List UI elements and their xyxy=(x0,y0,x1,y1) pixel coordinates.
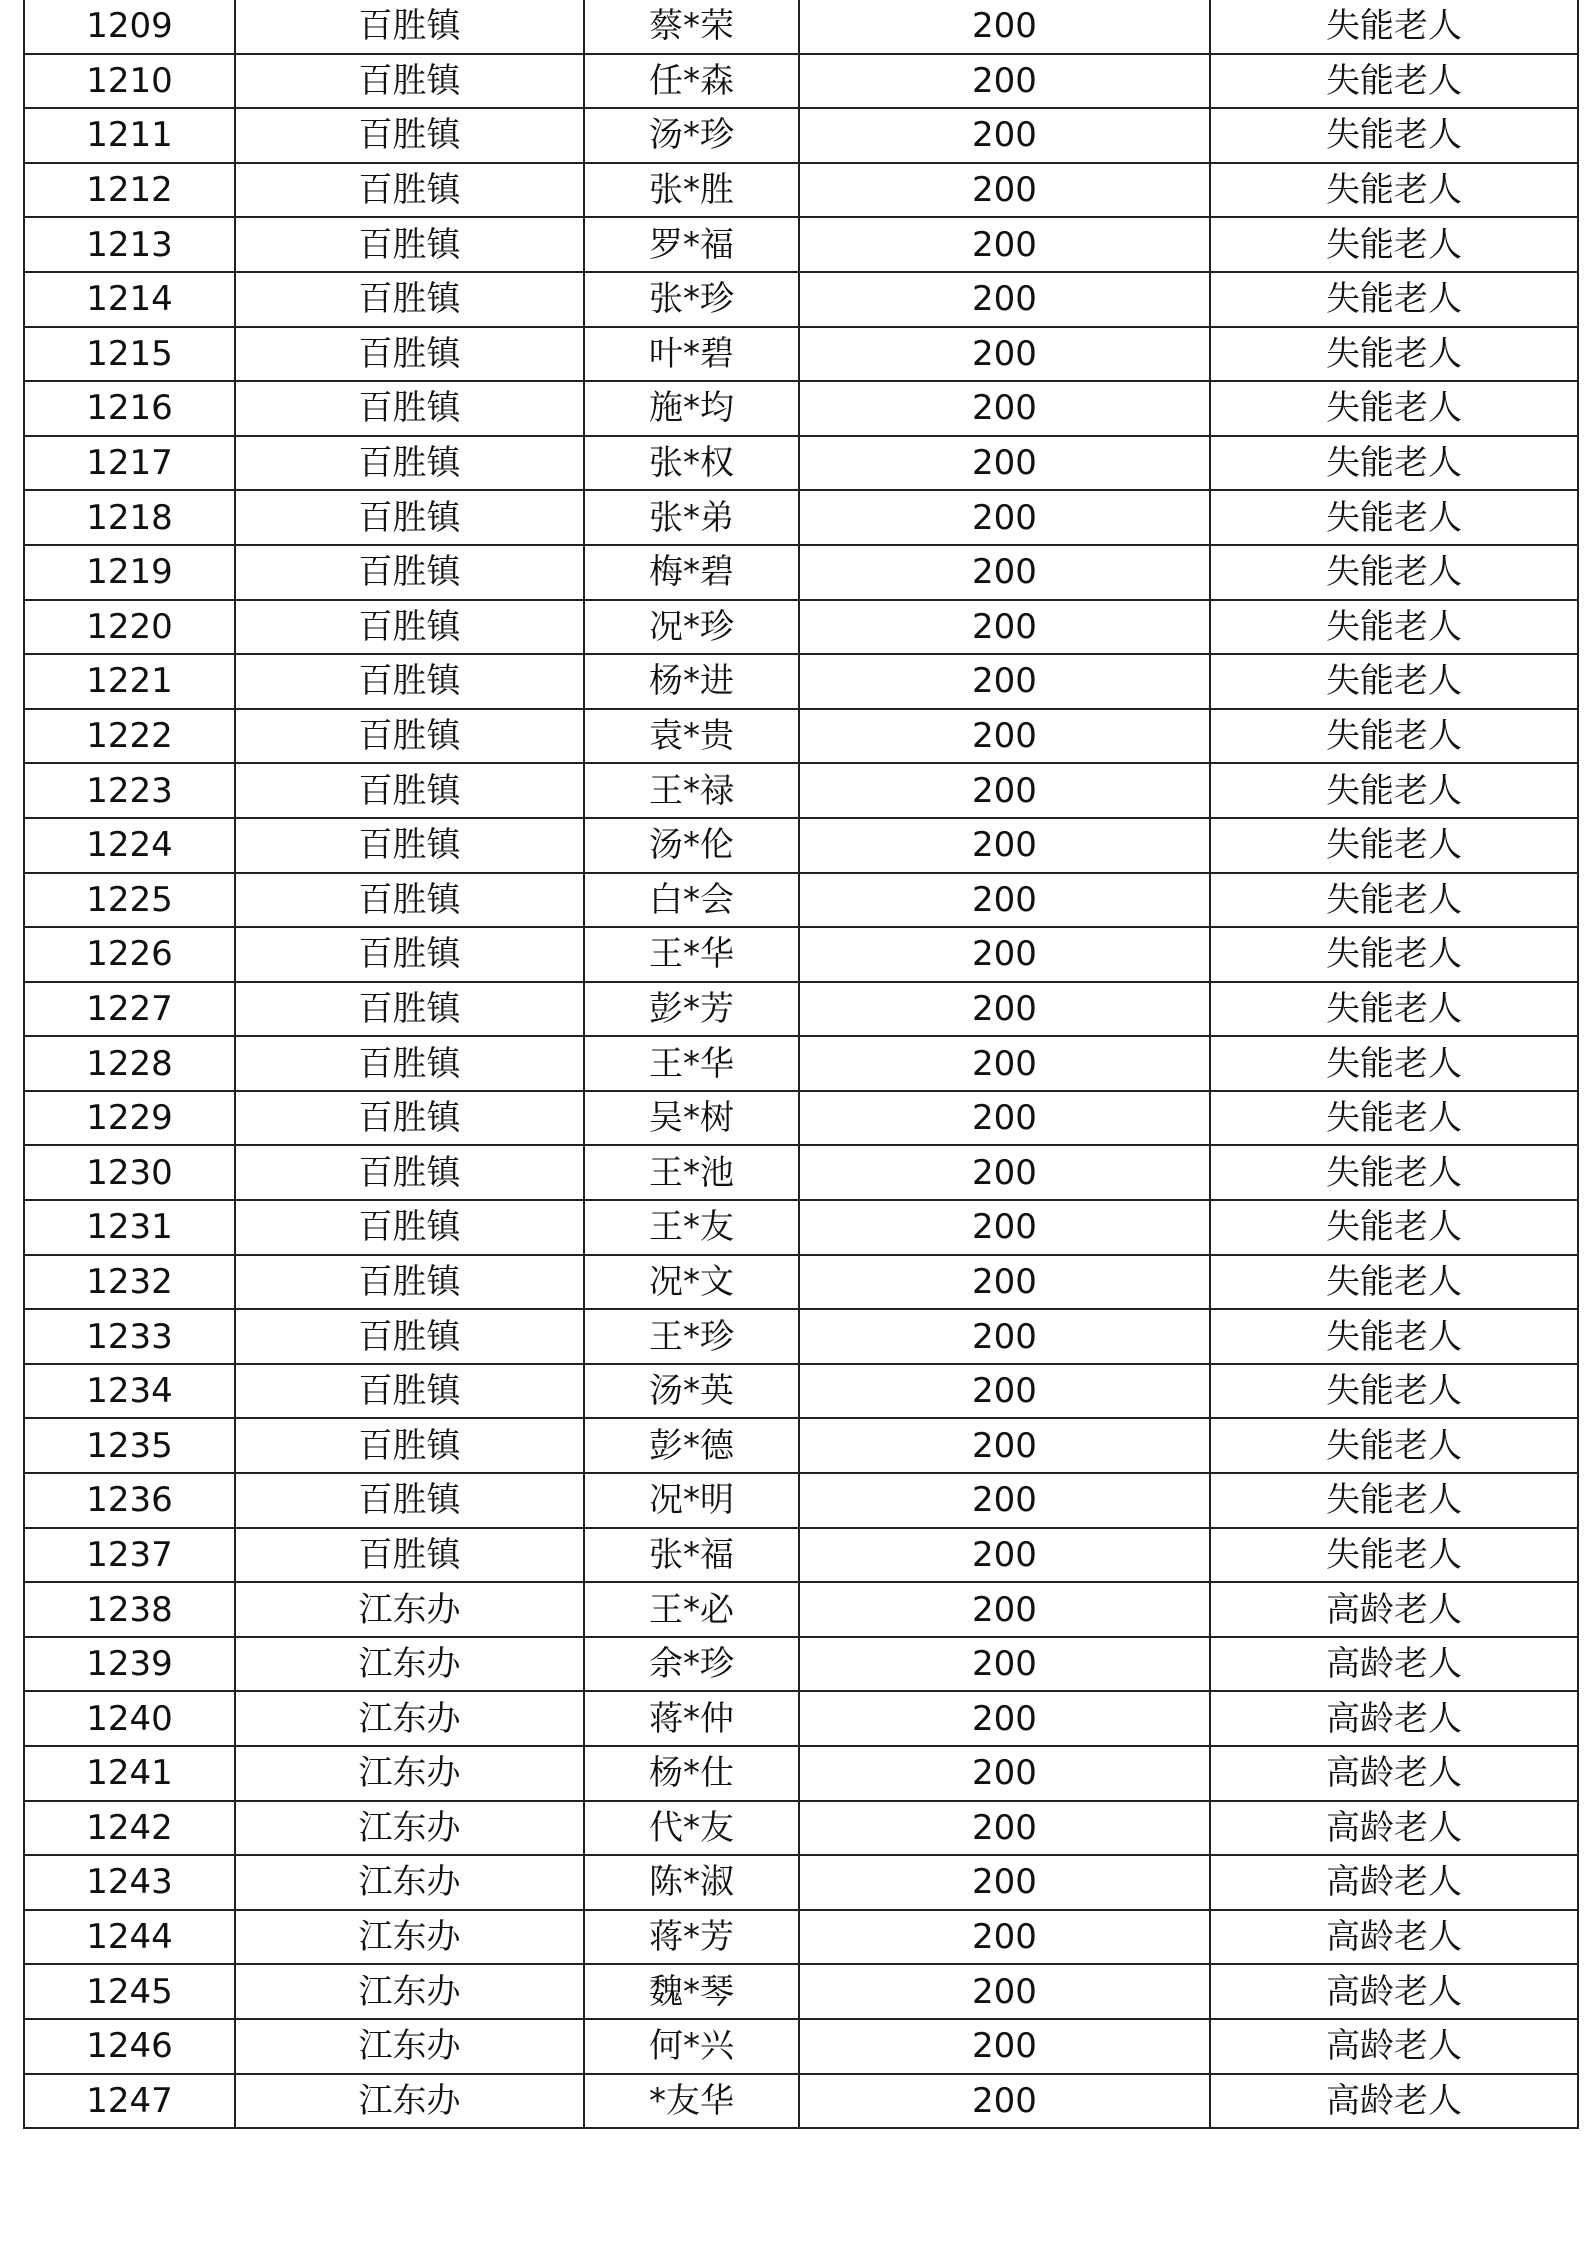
table-row xyxy=(24,381,1578,436)
table-row xyxy=(24,1091,1578,1146)
cell-amount: 200 xyxy=(799,1582,1210,1637)
cell-amount: 200 xyxy=(799,327,1210,382)
cell-town: 百胜镇 xyxy=(235,272,584,327)
cell-town: 百胜镇 xyxy=(235,327,584,382)
cell-amount: 200 xyxy=(799,1964,1210,2019)
cell-amount: 200 xyxy=(799,1200,1210,1255)
table-row xyxy=(24,982,1578,1037)
table-row xyxy=(24,163,1578,218)
cell-amount: 200 xyxy=(799,709,1210,764)
cell-name: 余*珍 xyxy=(584,1637,799,1692)
cell-serial-number: 1209 xyxy=(24,0,235,54)
cell-name: 况*明 xyxy=(584,1473,799,1528)
cell-town: 江东办 xyxy=(235,1746,584,1801)
cell-name: 张*福 xyxy=(584,1528,799,1583)
cell-town: 百胜镇 xyxy=(235,818,584,873)
cell-serial-number: 1222 xyxy=(24,709,235,764)
cell-amount: 200 xyxy=(799,873,1210,928)
cell-name: 杨*仕 xyxy=(584,1746,799,1801)
cell-name: 张*弟 xyxy=(584,490,799,545)
cell-name: 张*胜 xyxy=(584,163,799,218)
cell-town: 江东办 xyxy=(235,2019,584,2074)
table-row xyxy=(24,327,1578,382)
cell-serial-number: 1223 xyxy=(24,763,235,818)
table-row xyxy=(24,1364,1578,1419)
cell-amount: 200 xyxy=(799,1309,1210,1364)
cell-town: 百胜镇 xyxy=(235,982,584,1037)
table-row xyxy=(24,1255,1578,1310)
cell-category: 失能老人 xyxy=(1210,818,1578,873)
cell-amount: 200 xyxy=(799,1910,1210,1965)
table-row xyxy=(24,1528,1578,1583)
cell-category: 失能老人 xyxy=(1210,1418,1578,1473)
cell-town: 江东办 xyxy=(235,1691,584,1746)
cell-town: 百胜镇 xyxy=(235,1473,584,1528)
cell-category: 失能老人 xyxy=(1210,982,1578,1037)
cell-category: 失能老人 xyxy=(1210,54,1578,109)
cell-category: 失能老人 xyxy=(1210,545,1578,600)
cell-town: 百胜镇 xyxy=(235,545,584,600)
cell-serial-number: 1212 xyxy=(24,163,235,218)
cell-category: 失能老人 xyxy=(1210,927,1578,982)
cell-name: *友华 xyxy=(584,2074,799,2129)
cell-name: 张*权 xyxy=(584,436,799,491)
cell-name: 彭*芳 xyxy=(584,982,799,1037)
cell-amount: 200 xyxy=(799,490,1210,545)
cell-amount: 200 xyxy=(799,927,1210,982)
cell-town: 百胜镇 xyxy=(235,1255,584,1310)
cell-category: 高龄老人 xyxy=(1210,2019,1578,2074)
cell-town: 百胜镇 xyxy=(235,1364,584,1419)
cell-serial-number: 1220 xyxy=(24,600,235,655)
cell-serial-number: 1225 xyxy=(24,873,235,928)
cell-name: 袁*贵 xyxy=(584,709,799,764)
cell-town: 百胜镇 xyxy=(235,709,584,764)
cell-name: 汤*英 xyxy=(584,1364,799,1419)
cell-category: 高龄老人 xyxy=(1210,2074,1578,2129)
cell-town: 江东办 xyxy=(235,1855,584,1910)
cell-amount: 200 xyxy=(799,763,1210,818)
cell-serial-number: 1219 xyxy=(24,545,235,600)
cell-serial-number: 1239 xyxy=(24,1637,235,1692)
table-row xyxy=(24,1801,1578,1856)
cell-name: 杨*进 xyxy=(584,654,799,709)
cell-amount: 200 xyxy=(799,818,1210,873)
cell-town: 百胜镇 xyxy=(235,1145,584,1200)
cell-serial-number: 1233 xyxy=(24,1309,235,1364)
cell-serial-number: 1229 xyxy=(24,1091,235,1146)
cell-amount: 200 xyxy=(799,2074,1210,2129)
cell-town: 百胜镇 xyxy=(235,600,584,655)
cell-serial-number: 1238 xyxy=(24,1582,235,1637)
cell-category: 高龄老人 xyxy=(1210,1855,1578,1910)
table-row xyxy=(24,1473,1578,1528)
table-row xyxy=(24,1582,1578,1637)
cell-category: 高龄老人 xyxy=(1210,1910,1578,1965)
cell-town: 江东办 xyxy=(235,1582,584,1637)
cell-town: 百胜镇 xyxy=(235,217,584,272)
table-row xyxy=(24,709,1578,764)
cell-name: 代*友 xyxy=(584,1801,799,1856)
cell-name: 王*禄 xyxy=(584,763,799,818)
table-row xyxy=(24,1200,1578,1255)
cell-category: 高龄老人 xyxy=(1210,1637,1578,1692)
table-row xyxy=(24,1746,1578,1801)
cell-amount: 200 xyxy=(799,381,1210,436)
cell-town: 百胜镇 xyxy=(235,1036,584,1091)
cell-amount: 200 xyxy=(799,0,1210,54)
cell-name: 况*文 xyxy=(584,1255,799,1310)
cell-serial-number: 1213 xyxy=(24,217,235,272)
cell-name: 吴*树 xyxy=(584,1091,799,1146)
cell-category: 失能老人 xyxy=(1210,763,1578,818)
cell-town: 百胜镇 xyxy=(235,381,584,436)
cell-serial-number: 1237 xyxy=(24,1528,235,1583)
table-row xyxy=(24,600,1578,655)
table-row xyxy=(24,763,1578,818)
table-row xyxy=(24,818,1578,873)
table-row xyxy=(24,927,1578,982)
cell-name: 何*兴 xyxy=(584,2019,799,2074)
cell-town: 百胜镇 xyxy=(235,927,584,982)
table-row xyxy=(24,1691,1578,1746)
table-row xyxy=(24,1855,1578,1910)
cell-town: 百胜镇 xyxy=(235,108,584,163)
cell-town: 百胜镇 xyxy=(235,1528,584,1583)
table-row xyxy=(24,490,1578,545)
table-row xyxy=(24,2074,1578,2129)
cell-category: 失能老人 xyxy=(1210,1473,1578,1528)
cell-amount: 200 xyxy=(799,2019,1210,2074)
cell-amount: 200 xyxy=(799,163,1210,218)
cell-category: 失能老人 xyxy=(1210,272,1578,327)
cell-serial-number: 1228 xyxy=(24,1036,235,1091)
cell-category: 失能老人 xyxy=(1210,1255,1578,1310)
cell-category: 高龄老人 xyxy=(1210,1801,1578,1856)
cell-category: 失能老人 xyxy=(1210,1528,1578,1583)
cell-category: 失能老人 xyxy=(1210,163,1578,218)
cell-serial-number: 1221 xyxy=(24,654,235,709)
table-row xyxy=(24,2019,1578,2074)
cell-amount: 200 xyxy=(799,1255,1210,1310)
cell-serial-number: 1243 xyxy=(24,1855,235,1910)
cell-amount: 200 xyxy=(799,217,1210,272)
cell-serial-number: 1234 xyxy=(24,1364,235,1419)
cell-serial-number: 1224 xyxy=(24,818,235,873)
cell-name: 王*珍 xyxy=(584,1309,799,1364)
cell-name: 魏*琴 xyxy=(584,1964,799,2019)
cell-category: 失能老人 xyxy=(1210,873,1578,928)
cell-serial-number: 1242 xyxy=(24,1801,235,1856)
cell-name: 蒋*仲 xyxy=(584,1691,799,1746)
cell-name: 蒋*芳 xyxy=(584,1910,799,1965)
cell-category: 失能老人 xyxy=(1210,0,1578,54)
data-table xyxy=(23,0,1579,2129)
cell-serial-number: 1247 xyxy=(24,2074,235,2129)
cell-name: 陈*淑 xyxy=(584,1855,799,1910)
table-row xyxy=(24,545,1578,600)
cell-category: 高龄老人 xyxy=(1210,1582,1578,1637)
table-row xyxy=(24,1910,1578,1965)
cell-serial-number: 1244 xyxy=(24,1910,235,1965)
table-row xyxy=(24,873,1578,928)
cell-serial-number: 1210 xyxy=(24,54,235,109)
cell-category: 失能老人 xyxy=(1210,381,1578,436)
cell-category: 失能老人 xyxy=(1210,600,1578,655)
cell-town: 百胜镇 xyxy=(235,1418,584,1473)
cell-amount: 200 xyxy=(799,1746,1210,1801)
cell-amount: 200 xyxy=(799,654,1210,709)
cell-town: 百胜镇 xyxy=(235,54,584,109)
cell-amount: 200 xyxy=(799,436,1210,491)
cell-town: 江东办 xyxy=(235,2074,584,2129)
cell-serial-number: 1241 xyxy=(24,1746,235,1801)
cell-town: 江东办 xyxy=(235,1801,584,1856)
cell-category: 失能老人 xyxy=(1210,1364,1578,1419)
cell-name: 叶*碧 xyxy=(584,327,799,382)
cell-town: 百胜镇 xyxy=(235,1091,584,1146)
cell-amount: 200 xyxy=(799,1145,1210,1200)
cell-name: 王*华 xyxy=(584,927,799,982)
cell-amount: 200 xyxy=(799,108,1210,163)
cell-town: 百胜镇 xyxy=(235,873,584,928)
table-row xyxy=(24,1964,1578,2019)
table-row xyxy=(24,654,1578,709)
cell-category: 失能老人 xyxy=(1210,436,1578,491)
cell-amount: 200 xyxy=(799,600,1210,655)
cell-town: 百胜镇 xyxy=(235,0,584,54)
cell-town: 百胜镇 xyxy=(235,1309,584,1364)
cell-town: 百胜镇 xyxy=(235,490,584,545)
cell-name: 况*珍 xyxy=(584,600,799,655)
cell-amount: 200 xyxy=(799,1801,1210,1856)
cell-category: 高龄老人 xyxy=(1210,1964,1578,2019)
cell-amount: 200 xyxy=(799,1691,1210,1746)
cell-amount: 200 xyxy=(799,982,1210,1037)
cell-name: 梅*碧 xyxy=(584,545,799,600)
table-row xyxy=(24,0,1578,54)
cell-name: 王*池 xyxy=(584,1145,799,1200)
cell-amount: 200 xyxy=(799,1637,1210,1692)
cell-town: 百胜镇 xyxy=(235,1200,584,1255)
cell-category: 失能老人 xyxy=(1210,1036,1578,1091)
cell-amount: 200 xyxy=(799,1418,1210,1473)
cell-category: 失能老人 xyxy=(1210,327,1578,382)
cell-name: 汤*珍 xyxy=(584,108,799,163)
cell-serial-number: 1211 xyxy=(24,108,235,163)
cell-name: 王*必 xyxy=(584,1582,799,1637)
cell-town: 百胜镇 xyxy=(235,163,584,218)
cell-name: 罗*福 xyxy=(584,217,799,272)
cell-name: 白*会 xyxy=(584,873,799,928)
cell-name: 蔡*荣 xyxy=(584,0,799,54)
cell-serial-number: 1216 xyxy=(24,381,235,436)
cell-serial-number: 1218 xyxy=(24,490,235,545)
cell-amount: 200 xyxy=(799,1091,1210,1146)
cell-category: 失能老人 xyxy=(1210,108,1578,163)
cell-amount: 200 xyxy=(799,1528,1210,1583)
cell-category: 失能老人 xyxy=(1210,1145,1578,1200)
cell-name: 张*珍 xyxy=(584,272,799,327)
cell-amount: 200 xyxy=(799,1036,1210,1091)
cell-name: 任*森 xyxy=(584,54,799,109)
cell-category: 失能老人 xyxy=(1210,217,1578,272)
cell-serial-number: 1235 xyxy=(24,1418,235,1473)
cell-amount: 200 xyxy=(799,1364,1210,1419)
cell-serial-number: 1226 xyxy=(24,927,235,982)
cell-town: 江东办 xyxy=(235,1964,584,2019)
cell-amount: 200 xyxy=(799,1473,1210,1528)
cell-serial-number: 1246 xyxy=(24,2019,235,2074)
cell-category: 失能老人 xyxy=(1210,490,1578,545)
table-row xyxy=(24,1145,1578,1200)
table-row xyxy=(24,1309,1578,1364)
table-row xyxy=(24,1637,1578,1692)
cell-category: 失能老人 xyxy=(1210,1200,1578,1255)
cell-serial-number: 1231 xyxy=(24,1200,235,1255)
cell-name: 汤*伦 xyxy=(584,818,799,873)
cell-town: 江东办 xyxy=(235,1637,584,1692)
table-row xyxy=(24,54,1578,109)
cell-serial-number: 1240 xyxy=(24,1691,235,1746)
table-row xyxy=(24,1418,1578,1473)
cell-serial-number: 1230 xyxy=(24,1145,235,1200)
cell-serial-number: 1245 xyxy=(24,1964,235,2019)
table-row xyxy=(24,436,1578,491)
table-row xyxy=(24,272,1578,327)
table-row xyxy=(24,217,1578,272)
cell-category: 高龄老人 xyxy=(1210,1691,1578,1746)
cell-category: 失能老人 xyxy=(1210,1091,1578,1146)
cell-town: 百胜镇 xyxy=(235,654,584,709)
table-body xyxy=(24,0,1578,2128)
table-row xyxy=(24,1036,1578,1091)
cell-town: 百胜镇 xyxy=(235,436,584,491)
cell-amount: 200 xyxy=(799,545,1210,600)
cell-name: 彭*德 xyxy=(584,1418,799,1473)
cell-serial-number: 1232 xyxy=(24,1255,235,1310)
cell-serial-number: 1227 xyxy=(24,982,235,1037)
cell-name: 王*友 xyxy=(584,1200,799,1255)
cell-category: 失能老人 xyxy=(1210,654,1578,709)
cell-serial-number: 1215 xyxy=(24,327,235,382)
cell-amount: 200 xyxy=(799,272,1210,327)
cell-name: 施*均 xyxy=(584,381,799,436)
cell-serial-number: 1214 xyxy=(24,272,235,327)
cell-name: 王*华 xyxy=(584,1036,799,1091)
cell-amount: 200 xyxy=(799,1855,1210,1910)
cell-category: 失能老人 xyxy=(1210,709,1578,764)
cell-serial-number: 1236 xyxy=(24,1473,235,1528)
cell-amount: 200 xyxy=(799,54,1210,109)
cell-town: 百胜镇 xyxy=(235,763,584,818)
table-row xyxy=(24,108,1578,163)
cell-category: 失能老人 xyxy=(1210,1309,1578,1364)
cell-town: 江东办 xyxy=(235,1910,584,1965)
cell-category: 高龄老人 xyxy=(1210,1746,1578,1801)
cell-serial-number: 1217 xyxy=(24,436,235,491)
